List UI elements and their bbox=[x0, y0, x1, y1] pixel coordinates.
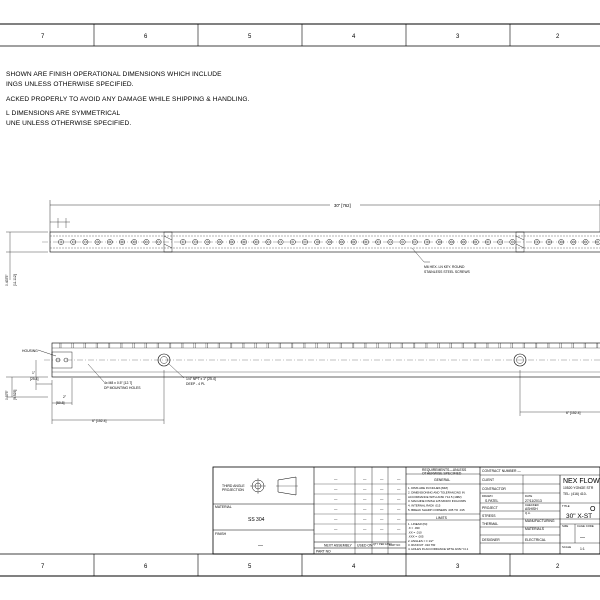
assembly-dash: — bbox=[334, 527, 338, 531]
screw-note-line-2: STAINLESS STEEL SCREWS bbox=[424, 270, 470, 274]
material-value: SS 304 bbox=[248, 517, 265, 523]
npt-note-leader bbox=[169, 364, 184, 378]
used-on-label: USED ON bbox=[357, 543, 373, 548]
assembly-dash: — bbox=[380, 477, 384, 481]
next-assembly-rows bbox=[314, 477, 406, 534]
dim-1in-mm: [25.4] bbox=[30, 377, 39, 381]
assembly-dash: — bbox=[397, 517, 401, 521]
general-notes bbox=[6, 71, 250, 127]
cage-code-dash: — bbox=[580, 535, 585, 541]
materials-label: MATERIALS bbox=[525, 527, 544, 531]
requirement-line: 1. DIMS ARE IN INCHES [MM] bbox=[408, 486, 448, 490]
screw-hole-center bbox=[194, 241, 196, 243]
company-name: NEX FLOW bbox=[563, 478, 600, 485]
screw-hole-center bbox=[414, 241, 416, 243]
limit-line: 4. HOLES IN ACCORDANCE WITH ANSI Y4.1 bbox=[408, 547, 469, 552]
req-title-2: OTHERWISE SPECIFIED bbox=[422, 471, 462, 476]
project-label: PROJECT bbox=[482, 506, 498, 510]
dim-2in: 2" bbox=[63, 395, 67, 399]
assembly-dash: — bbox=[363, 517, 367, 521]
company-tel: TEL: (416) 410- bbox=[563, 492, 587, 496]
checked-by: ASHISH bbox=[525, 507, 538, 511]
housing-box bbox=[38, 350, 72, 368]
assembly-dash: — bbox=[334, 517, 338, 521]
next-assembly-label: NEXT ASSEMBLY bbox=[324, 543, 352, 548]
drawn-label: DRAWN bbox=[482, 494, 493, 498]
general-header: GENERAL bbox=[434, 478, 451, 482]
stress-label: STRESS bbox=[482, 514, 496, 518]
assembly-dash: — bbox=[397, 477, 401, 481]
assembly-dash: — bbox=[380, 487, 384, 491]
zone-4-bottom: 4 bbox=[352, 564, 356, 570]
note-line-1: SHOWN ARE FINISH OPERATIONAL DIMENSIONS WHICH INCLUDE bbox=[6, 71, 222, 78]
limit-line: .XXX = .005 bbox=[408, 534, 424, 539]
assembly-dash: — bbox=[363, 487, 367, 491]
note-line-3: ACKED PROPERLY TO AVOID ANY DAMAGE WHILE SHIPPING & HANDLING. bbox=[6, 96, 250, 103]
limits-header: LIMITS bbox=[436, 516, 447, 520]
manufacturing-label: MANUFACTURING bbox=[525, 519, 555, 523]
side-view bbox=[5, 343, 600, 424]
top-view bbox=[5, 200, 600, 286]
zone-5-bottom: 5 bbox=[248, 564, 252, 570]
note-line-2: INGS UNLESS OTHERWISE SPECIFIED. bbox=[6, 81, 134, 88]
title-value: 30" X-ST bbox=[566, 513, 593, 520]
finish-label: FINISH bbox=[215, 532, 227, 536]
assembly-dash: — bbox=[334, 507, 338, 511]
screw-hole-center bbox=[499, 241, 501, 243]
housing-label: HOUSING bbox=[22, 349, 38, 353]
dim-6in-right: 6" [152.4] bbox=[566, 411, 581, 415]
third-angle-projection-symbol bbox=[250, 477, 298, 495]
overall-length-label: 30" [762] bbox=[334, 203, 351, 208]
dim-6in-left: 6" [152.4] bbox=[92, 419, 107, 423]
zone-6-bottom: 6 bbox=[144, 564, 148, 570]
assembly-dash: — bbox=[363, 497, 367, 501]
limit-line: .X = .030 bbox=[408, 526, 420, 531]
req-title-1: REQUIREMENTS—UNLESS bbox=[422, 468, 467, 472]
top-height-dim-mm: [11.112] bbox=[13, 274, 17, 286]
checked-label: CHECKED bbox=[525, 503, 539, 507]
projection-label: PROJECTION bbox=[222, 488, 244, 492]
requirement-lines bbox=[408, 486, 466, 512]
assembly-dash: — bbox=[397, 527, 401, 531]
requirement-line: 2. DIMENSIONING AND TOLERANCING IN bbox=[408, 490, 465, 495]
dim-height: 0.375" bbox=[5, 390, 9, 400]
part-no-label: PART NO bbox=[316, 549, 331, 554]
finish-value: — bbox=[258, 543, 263, 549]
thermal-label: THERMAL bbox=[482, 522, 499, 526]
limit-lines bbox=[408, 522, 469, 551]
assembly-dash: — bbox=[397, 507, 401, 511]
zone-numbers-bottom bbox=[41, 564, 560, 570]
top-bar-outline bbox=[42, 232, 600, 252]
mount-note-leader bbox=[88, 364, 104, 382]
zone-2-top: 2 bbox=[556, 34, 560, 40]
dim-height-mm: [9.525] bbox=[13, 389, 17, 400]
company-address: 10520 YONGE STR bbox=[563, 486, 594, 490]
date-value: 27/11/2013 bbox=[525, 499, 542, 503]
zone-2-bottom: 2 bbox=[556, 564, 560, 570]
title-label: TITLE bbox=[562, 504, 570, 508]
qty-per-assy-label: QTY PER ASSY bbox=[373, 543, 392, 546]
assembly-dash: — bbox=[363, 477, 367, 481]
size-label: SIZE bbox=[562, 524, 569, 528]
assembly-dash: — bbox=[380, 507, 384, 511]
drawing-border bbox=[0, 24, 600, 576]
limit-line: 1. LINEAR (IN): bbox=[408, 522, 429, 526]
electrical-label: ELECTRICAL bbox=[525, 538, 546, 542]
requirement-line: 5. BREAK SHARP CORNERS .005 TO .015 bbox=[408, 508, 465, 512]
zone-3-top: 3 bbox=[456, 34, 460, 40]
drawing-letter: O bbox=[590, 506, 596, 513]
mount-note-line-2: DP MOUNTING HOLES bbox=[104, 386, 141, 390]
assembly-dash: — bbox=[334, 477, 338, 481]
scale-value: 1:1 bbox=[580, 547, 585, 551]
side-left-dims bbox=[6, 360, 164, 424]
assembly-dash: — bbox=[363, 507, 367, 511]
scale-label: SCALE bbox=[562, 545, 572, 549]
assembly-dash: — bbox=[334, 497, 338, 501]
client-label: CLIENT bbox=[482, 478, 495, 482]
cage-code-label: CAGE CODE bbox=[577, 524, 594, 528]
contract-number-label: CONTRACT NUMBER — bbox=[482, 469, 521, 473]
requirement-line: ACCORDANCE WITH ANSI Y14.5 (1982) bbox=[408, 494, 462, 499]
npt-note-line-1: 1/4" NPT x 1" [25.4] bbox=[186, 377, 216, 381]
zone-7-top: 7 bbox=[41, 34, 45, 40]
requirement-line: 4. INTERNAL RADII .015 bbox=[408, 503, 441, 508]
material-label: MATERIAL bbox=[215, 505, 232, 509]
limit-line: .XX = .010 bbox=[408, 530, 422, 535]
limit-line: 3. RUNOUT .010 TIR bbox=[408, 543, 436, 547]
zone-5-top: 5 bbox=[248, 34, 252, 40]
assembly-dash: — bbox=[380, 497, 384, 501]
zone-numbers-top bbox=[41, 34, 560, 40]
side-hole-ticks bbox=[60, 343, 598, 348]
note-line-5: UNE UNLESS OTHERWISE SPECIFIED. bbox=[6, 120, 132, 127]
top-left-small-dims bbox=[6, 218, 70, 280]
mount-note-line-1: 4x M8 x 0.5" [12.7] bbox=[104, 381, 133, 385]
npt-note-line-2: DEEP - 4 PL bbox=[186, 382, 206, 386]
note-line-4: L DIMENSIONS ARE SYMMETRICAL bbox=[6, 110, 121, 117]
assembly-dash: — bbox=[397, 497, 401, 501]
drawn-by: S.PATEL bbox=[485, 499, 499, 503]
screw-note-line-1: M6 HEX. LN KEY. ROUND bbox=[424, 265, 465, 269]
part-no-header: PART NO bbox=[389, 544, 401, 547]
designer-label: DESIGNER bbox=[482, 538, 500, 542]
screw-note-leader bbox=[412, 248, 430, 262]
zone-7-bottom: 7 bbox=[41, 564, 45, 570]
top-height-dim: 0.4375" bbox=[5, 274, 9, 286]
assembly-dash: — bbox=[363, 527, 367, 531]
assembly-dash: — bbox=[380, 517, 384, 521]
overall-length-dimension bbox=[50, 200, 600, 232]
contractor-label: CONTRACTOR bbox=[482, 487, 506, 491]
assembly-dash: — bbox=[380, 527, 384, 531]
zone-6-top: 6 bbox=[144, 34, 148, 40]
zone-4-top: 4 bbox=[352, 34, 356, 40]
screw-hole-center bbox=[304, 241, 306, 243]
assembly-dash: — bbox=[397, 487, 401, 491]
assembly-dash: — bbox=[334, 487, 338, 491]
dim-1in: 1" bbox=[32, 371, 36, 375]
third-angle-label: THIRD ANGLE bbox=[222, 484, 245, 488]
limit-line: 2. ANGLES = ± 1/2° bbox=[408, 538, 434, 543]
zone-3-bottom: 3 bbox=[456, 564, 460, 570]
qa-label: Q.A. bbox=[525, 511, 531, 515]
requirement-line: 3. MACHINE FINISH 125 MICRO INCH RMS bbox=[408, 499, 466, 504]
date-label: DATE bbox=[525, 494, 533, 498]
dim-2in-mm: [50.8] bbox=[56, 401, 65, 405]
